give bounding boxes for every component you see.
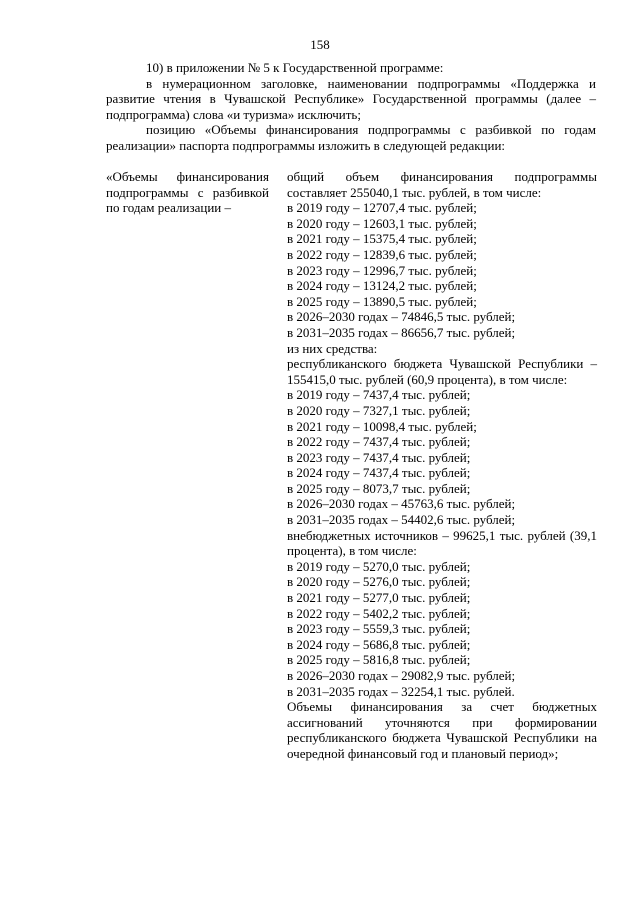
republic-year-2024: в 2024 году – 7437,4 тыс. рублей; — [287, 465, 471, 481]
republic-year-2020: в 2020 году – 7327,1 тыс. рублей; — [287, 402, 471, 418]
page-number: 158 — [310, 37, 330, 52]
extrabudget-years-2026-2030: в 2026–2030 годах – 29082,9 тыс. рублей; — [287, 668, 516, 683]
extrabudget-text: внебюджетных источников – 99625,1 тыс. рублей (39,1 процента), в том числе: — [287, 527, 597, 559]
total-years-2026-2030: в 2026–2030 годах – 74846,5 тыс. рублей; — [287, 309, 516, 325]
intro-text — [106, 60, 596, 154]
republic-year-2021: в 2021 году – 10098,4 тыс. рублей; — [287, 418, 477, 434]
extrabudget-years-2031-2035: в 2031–2035 годах – 32254,1 тыс. рублей. — [287, 683, 515, 699]
republic-budget-text: республиканского бюджета Чувашской Республики – 155415,0 тыс. рублей (60,9 процента), в том числе: — [287, 356, 597, 387]
total-year-2025: в 2025 году – 13890,5 тыс. рублей; — [287, 293, 477, 309]
total-year-2023: в 2023 году – 12996,7 тыс. рублей; — [287, 262, 477, 278]
total-funding-text: общий объем финансирования подпрограммы составляет 255040,1 тыс. рублей, в том числе: — [287, 169, 597, 200]
republic-year-2022: в 2022 году – 7437,4 тыс. рублей; — [287, 434, 471, 450]
funding-label: «Объемы финансирования подпрограммы с разбивкой по годам реализации — [106, 169, 269, 216]
extrabudget-year-2024: в 2024 году – 5686,8 тыс. рублей; — [287, 636, 471, 652]
total-year-2024: в 2024 году – 13124,2 тыс. рублей; — [287, 278, 477, 294]
total-years-2031-2035: в 2031–2035 годах – 86656,7 тыс. рублей; — [287, 324, 516, 340]
funding-details-cell — [287, 169, 597, 762]
extrabudget-year-2023: в 2023 году – 5559,3 тыс. рублей; — [287, 621, 471, 637]
intro-heading-change: в нумерационном заголовке, наименовании подпрограммы «Поддержка и развитие чтения в Чувашской Республике» Государственной программы (далее – подпрограмма) слова «и туризма» исключить; — [106, 75, 596, 122]
funding-note: Объемы финансирования за счет бюджетных ассигнований уточняются при формировании республиканского бюджета Чувашской Республики на очередной финансовый год и плановый период»; — [287, 699, 597, 761]
extrabudget-year-2025: в 2025 году – 5816,8 тыс. рублей; — [287, 652, 471, 668]
extrabudget-year-2022: в 2022 году – 5402,2 тыс. рублей; — [287, 605, 471, 621]
intro-item-10: 10) в приложении № 5 к Государственной программе: — [146, 60, 444, 75]
total-year-2022: в 2022 году – 12839,6 тыс. рублей; — [287, 246, 477, 262]
republic-years-2026-2030: в 2026–2030 годах – 45763,6 тыс. рублей; — [287, 496, 516, 512]
label-dash: – — [224, 200, 231, 216]
extrabudget-year-2019: в 2019 году – 5270,0 тыс. рублей; — [287, 558, 471, 574]
republic-year-2023: в 2023 году – 7437,4 тыс. рублей; — [287, 449, 471, 465]
funding-label-cell — [106, 169, 269, 216]
total-year-2021: в 2021 году – 15375,4 тыс. рублей; — [287, 231, 477, 247]
republic-year-2025: в 2025 году – 8073,7 тыс. рублей; — [287, 480, 471, 496]
total-year-2020: в 2020 году – 12603,1 тыс. рублей; — [287, 215, 477, 231]
republic-year-2019: в 2019 году – 7437,4 тыс. рублей; — [287, 387, 471, 403]
republic-years-2031-2035: в 2031–2035 годах – 54402,6 тыс. рублей; — [287, 512, 516, 528]
intro-position-change: позицию «Объемы финансирования подпрограммы с разбивкой по годам реализации» паспорта подпрограммы изложить в следующей редакции: — [106, 122, 596, 153]
extrabudget-year-2020: в 2020 году – 5276,0 тыс. рублей; — [287, 574, 471, 590]
total-year-2019: в 2019 году – 12707,4 тыс. рублей; — [287, 200, 477, 216]
of-which-label: из них средства: — [287, 340, 378, 356]
extrabudget-year-2021: в 2021 году – 5277,0 тыс. рублей; — [287, 590, 471, 606]
